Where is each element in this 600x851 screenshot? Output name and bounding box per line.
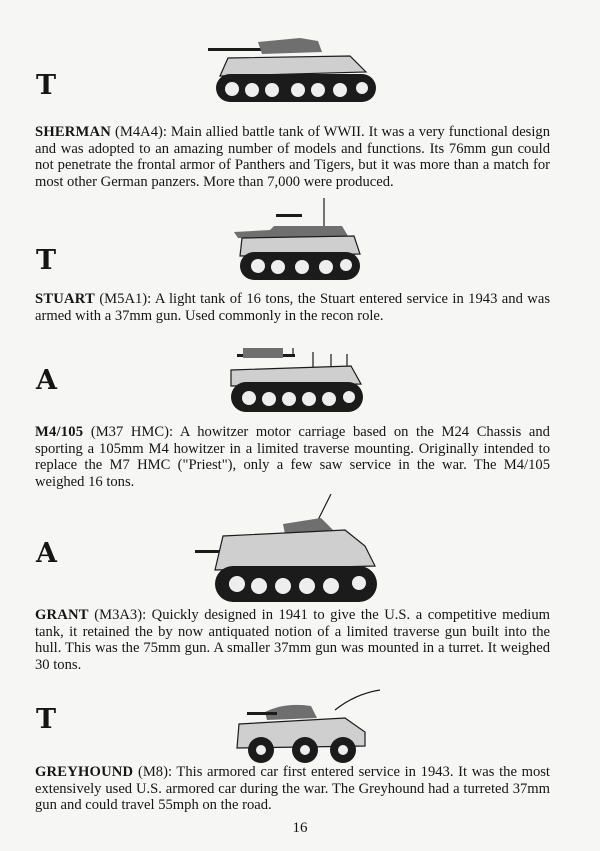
unit-type-letter: T — [36, 704, 57, 735]
vehicle-text: : This armored car first entered service in 1943. It was the most extensively used U.S. armored car during the war. The Greyhound had a turreted 37mm gun and could travel 55mph on the road. — [35, 764, 550, 814]
vehicle-name: STUART — [35, 291, 95, 307]
page-number: 16 — [292, 820, 308, 836]
greyhound-armored-car-illustration — [225, 688, 385, 768]
vehicle-model: (M8) — [133, 764, 168, 780]
unit-type-letter: A — [36, 365, 57, 396]
vehicle-text: : Main allied battle tank of WWII. It was a very functional design and was adopted to an amazing number of models and functions. Its 76mm gun could not penetrate the frontal armor of Panthers and Tigers, but it was more than a match for most other German panzers. More than 7,000 were produced. — [35, 124, 550, 190]
unit-type-letter: A — [36, 538, 57, 569]
vehicle-model: (M37 HMC) — [83, 424, 169, 440]
vehicle-model: (M5A1) — [94, 291, 148, 307]
vehicle-text: : A howitzer motor carriage based on the M24 Chassis and sporting a 105mm M4 howitzer in a limited traverse mounting. Originally intended to replace the M7 HMC ("Priest"), only a few saw service in the war. The M4/105 weighed 16 tons. — [35, 424, 550, 490]
vehicle-name: GRANT — [35, 607, 89, 623]
m4-105-howitzer-illustration — [225, 342, 375, 417]
vehicle-name: SHERMAN — [35, 124, 111, 140]
sherman-tank-illustration — [200, 32, 380, 112]
greyhound-description — [35, 764, 550, 814]
stuart-tank-illustration — [230, 196, 370, 286]
vehicle-text: : A light tank of 16 tons, the Stuart entered service in 1943 and was armed with a 37mm gun. Used commonly in the recon role. — [35, 291, 550, 324]
grant-description — [35, 607, 550, 673]
vehicle-model: (M4A4) — [111, 124, 163, 140]
stuart-description — [35, 291, 550, 324]
sherman-description — [35, 124, 550, 190]
m4-105-description — [35, 424, 550, 490]
vehicle-name: M4/105 — [35, 424, 84, 440]
vehicle-name: GREYHOUND — [35, 764, 134, 780]
grant-tank-illustration — [195, 494, 385, 609]
unit-type-letter: T — [36, 245, 57, 276]
unit-type-letter: T — [36, 70, 57, 101]
vehicle-model: (M3A3) — [88, 607, 143, 623]
vehicle-text: : Quickly designed in 1941 to give the U.S. a competitive medium tank, it retained the by now antiquated notion of a limited traverse gun built into the hull. This was the 75mm gun. A smaller 37mm gun was mounted in a turret. It weighed 30 tons. — [35, 607, 550, 673]
